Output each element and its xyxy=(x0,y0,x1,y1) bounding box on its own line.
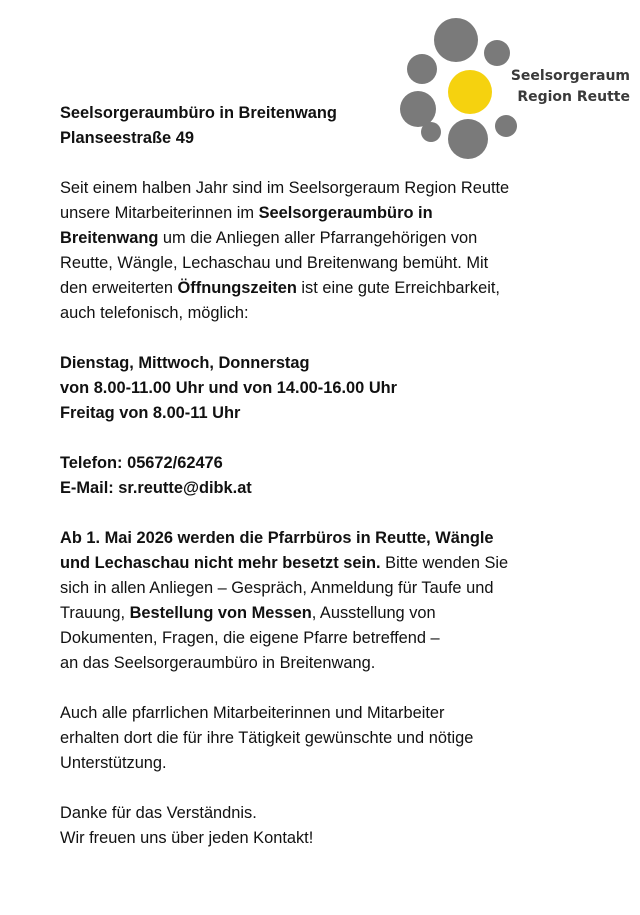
hours-days: Dienstag, Mittwoch, Donnerstag xyxy=(60,354,310,372)
staff-line: Unterstützung. xyxy=(60,754,167,772)
office-street: Planseestraße 49 xyxy=(60,129,194,147)
logo-line-2: Region Reutte xyxy=(517,89,630,105)
intro-text: unsere Mitarbeiterinnen im xyxy=(60,204,259,222)
logo-dot xyxy=(484,40,510,66)
notice-text: Trauung, xyxy=(60,604,130,622)
contact-info xyxy=(60,451,580,501)
closing-line: Danke für das Verständnis. xyxy=(60,804,257,822)
intro-paragraph xyxy=(60,176,580,326)
closing-paragraph xyxy=(60,801,580,851)
notice-bold: und Lechaschau nicht mehr besetzt sein. xyxy=(60,554,381,572)
notice-line: an das Seelsorgeraumbüro in Breitenwang. xyxy=(60,654,376,672)
contact-email: E-Mail: sr.reutte@dibk.at xyxy=(60,479,252,497)
intro-line xyxy=(60,276,580,301)
notice-paragraph xyxy=(60,526,580,676)
logo-dot xyxy=(407,54,437,84)
intro-line: Seit einem halben Jahr sind im Seelsorgeraum Region Reutte xyxy=(60,179,510,197)
logo-dot xyxy=(434,18,478,62)
intro-bold: Breitenwang xyxy=(60,229,159,247)
intro-bold: Öffnungszeiten xyxy=(177,279,297,297)
intro-line xyxy=(60,201,580,226)
notice-line: Ab 1. Mai 2026 werden die Pfarrbüros in Reutte, Wängle xyxy=(60,529,494,547)
letter-body xyxy=(60,101,580,876)
notice-text: , Ausstellung von xyxy=(311,604,436,622)
opening-hours xyxy=(60,351,580,426)
intro-line: auch telefonisch, möglich: xyxy=(60,304,249,322)
notice-text: Bitte wenden Sie xyxy=(380,554,509,572)
intro-text: um die Anliegen aller Pfarrangehörigen von xyxy=(158,229,478,247)
intro-line xyxy=(60,226,580,251)
notice-line: sich in allen Anliegen – Gespräch, Anmeldung für Taufe und xyxy=(60,579,494,597)
hours-friday: Freitag von 8.00-11 Uhr xyxy=(60,404,241,422)
staff-paragraph xyxy=(60,701,580,776)
staff-line: erhalten dort die für ihre Tätigkeit gewünschte und nötige xyxy=(60,729,474,747)
intro-text: ist eine gute Erreichbarkeit, xyxy=(296,279,500,297)
intro-bold: Seelsorgeraumbüro in xyxy=(258,204,433,222)
staff-line: Auch alle pfarrlichen Mitarbeiterinnen und Mitarbeiter xyxy=(60,704,445,722)
logo-line-1: Seelsorgeraum xyxy=(510,68,630,84)
closing-line: Wir freuen uns über jeden Kontakt! xyxy=(60,829,314,847)
contact-phone: Telefon: 05672/62476 xyxy=(60,454,223,472)
notice-line xyxy=(60,551,580,576)
notice-line: Dokumenten, Fragen, die eigene Pfarre betreffend – xyxy=(60,629,440,647)
intro-text: den erweiterten xyxy=(60,279,178,297)
office-name: Seelsorgeraumbüro in Breitenwang xyxy=(60,104,337,122)
intro-line: Reutte, Wängle, Lechaschau und Breitenwang bemüht. Mit xyxy=(60,254,489,272)
notice-bold: Bestellung von Messen xyxy=(129,604,312,622)
office-address xyxy=(60,101,580,151)
notice-line xyxy=(60,601,580,626)
hours-times: von 8.00-11.00 Uhr und von 14.00-16.00 Uhr xyxy=(60,379,398,397)
